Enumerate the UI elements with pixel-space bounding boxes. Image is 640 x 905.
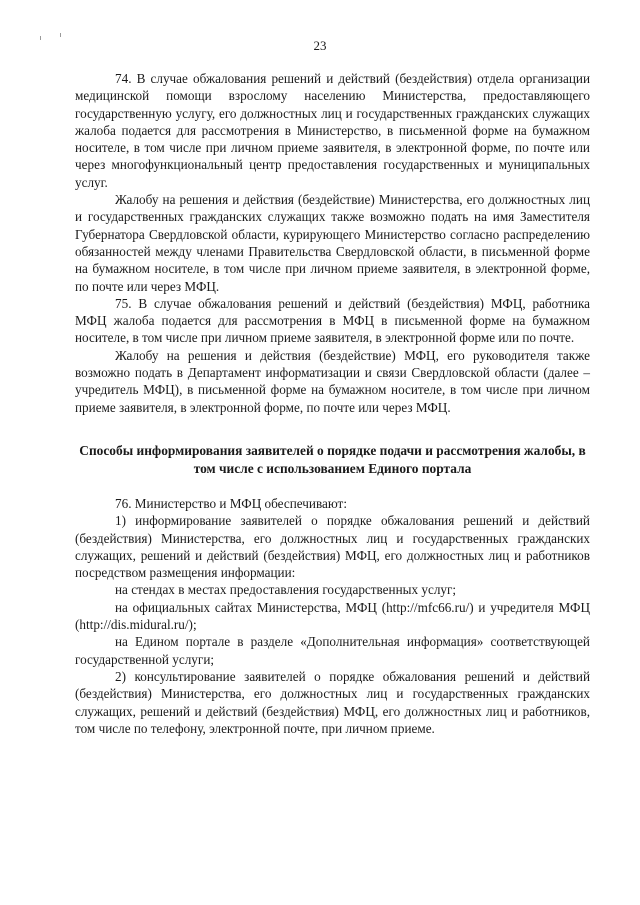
paragraph-76: 76. Министерство и МФЦ обеспечивают:: [115, 495, 347, 511]
spacer: [75, 479, 590, 495]
page-number: 23: [313, 38, 327, 53]
paragraph-74-complaint-governor: Жалобу на решения и действия (бездействие) Министерства, его должностных лиц и государственных гражданских служащих также возможно подать на имя Заместителя Губернатора Свердловской области, курирующего Министерство согласно распределению обязанностей между членами Правительства Свердловской области, в письменной форме на бумажном носителе, в том числе при личном приеме заявителя, в электронной форме, по почте или через МФЦ.: [75, 192, 590, 294]
list-subitem-portal: на Едином портале в разделе «Дополнительная информация» соответствующей государственной услуги;: [75, 634, 590, 667]
document-body: [75, 70, 590, 737]
scan-artifact: [60, 33, 61, 37]
section-heading: Способы информирования заявителей о порядке подачи и рассмотрения жалобы, в том числе с использованием Единого портала: [79, 442, 586, 477]
list-subitem-websites: на официальных сайтах Министерства, МФЦ (http://mfc66.ru/) и учредителя МФЦ (http://dis.midural.ru/);: [75, 599, 590, 633]
paragraph-75-complaint-founder: Жалобу на решения и действия (бездействие) МФЦ, его руководителя также возможно подать в Департамент информатизации и связи Свердловской области (далее – учредитель МФЦ), в письменной форме на бумажном носителе, в том числе при личном приеме заявителя, в электронной форме, по почте или через МФЦ.: [75, 347, 590, 415]
paragraph-74: 74. В случае обжалования решений и действий (бездействия) отдела организации медицинской помощи взрослому населению Министерства, предоставляющего государственную услугу, его должностных лиц и государственных гражданских служащих жалоба подается для рассмотрения в Министерство, в письменной форме на бумажном носителе, в том числе при личном приеме заявителя, в электронной форме, по почте или через многофункциональный центр предоставления государственных и муниципальных услуг.: [75, 71, 590, 190]
list-subitem-stands: на стендах в местах предоставления государственных услуг;: [115, 582, 457, 598]
list-item-2: 2) консультирование заявителей о порядке обжалования решений и действий (бездействия) Министерства, его должностных лиц и государственных гражданских служащих, решений и действий (бездействия) МФЦ, его должностных лиц и работников, том числе по телефону, электронной почте, при личном приеме.: [75, 668, 590, 736]
list-item-1: 1) информирование заявителей о порядке обжалования решений и действий (бездействия) Министерства, его должностных лиц и государственных гражданских служащих, решений и действий (бездействия) МФЦ, его должностных лиц и работников посредством размещения информации:: [75, 513, 590, 581]
paragraph-75: 75. В случае обжалования решений и действий (бездействия) МФЦ, работника МФЦ жалоба подается для рассмотрения в МФЦ в письменной форме на бумажном носителе, в том числе при личном приеме заявителя, в электронной форме или по почте.: [75, 295, 590, 346]
